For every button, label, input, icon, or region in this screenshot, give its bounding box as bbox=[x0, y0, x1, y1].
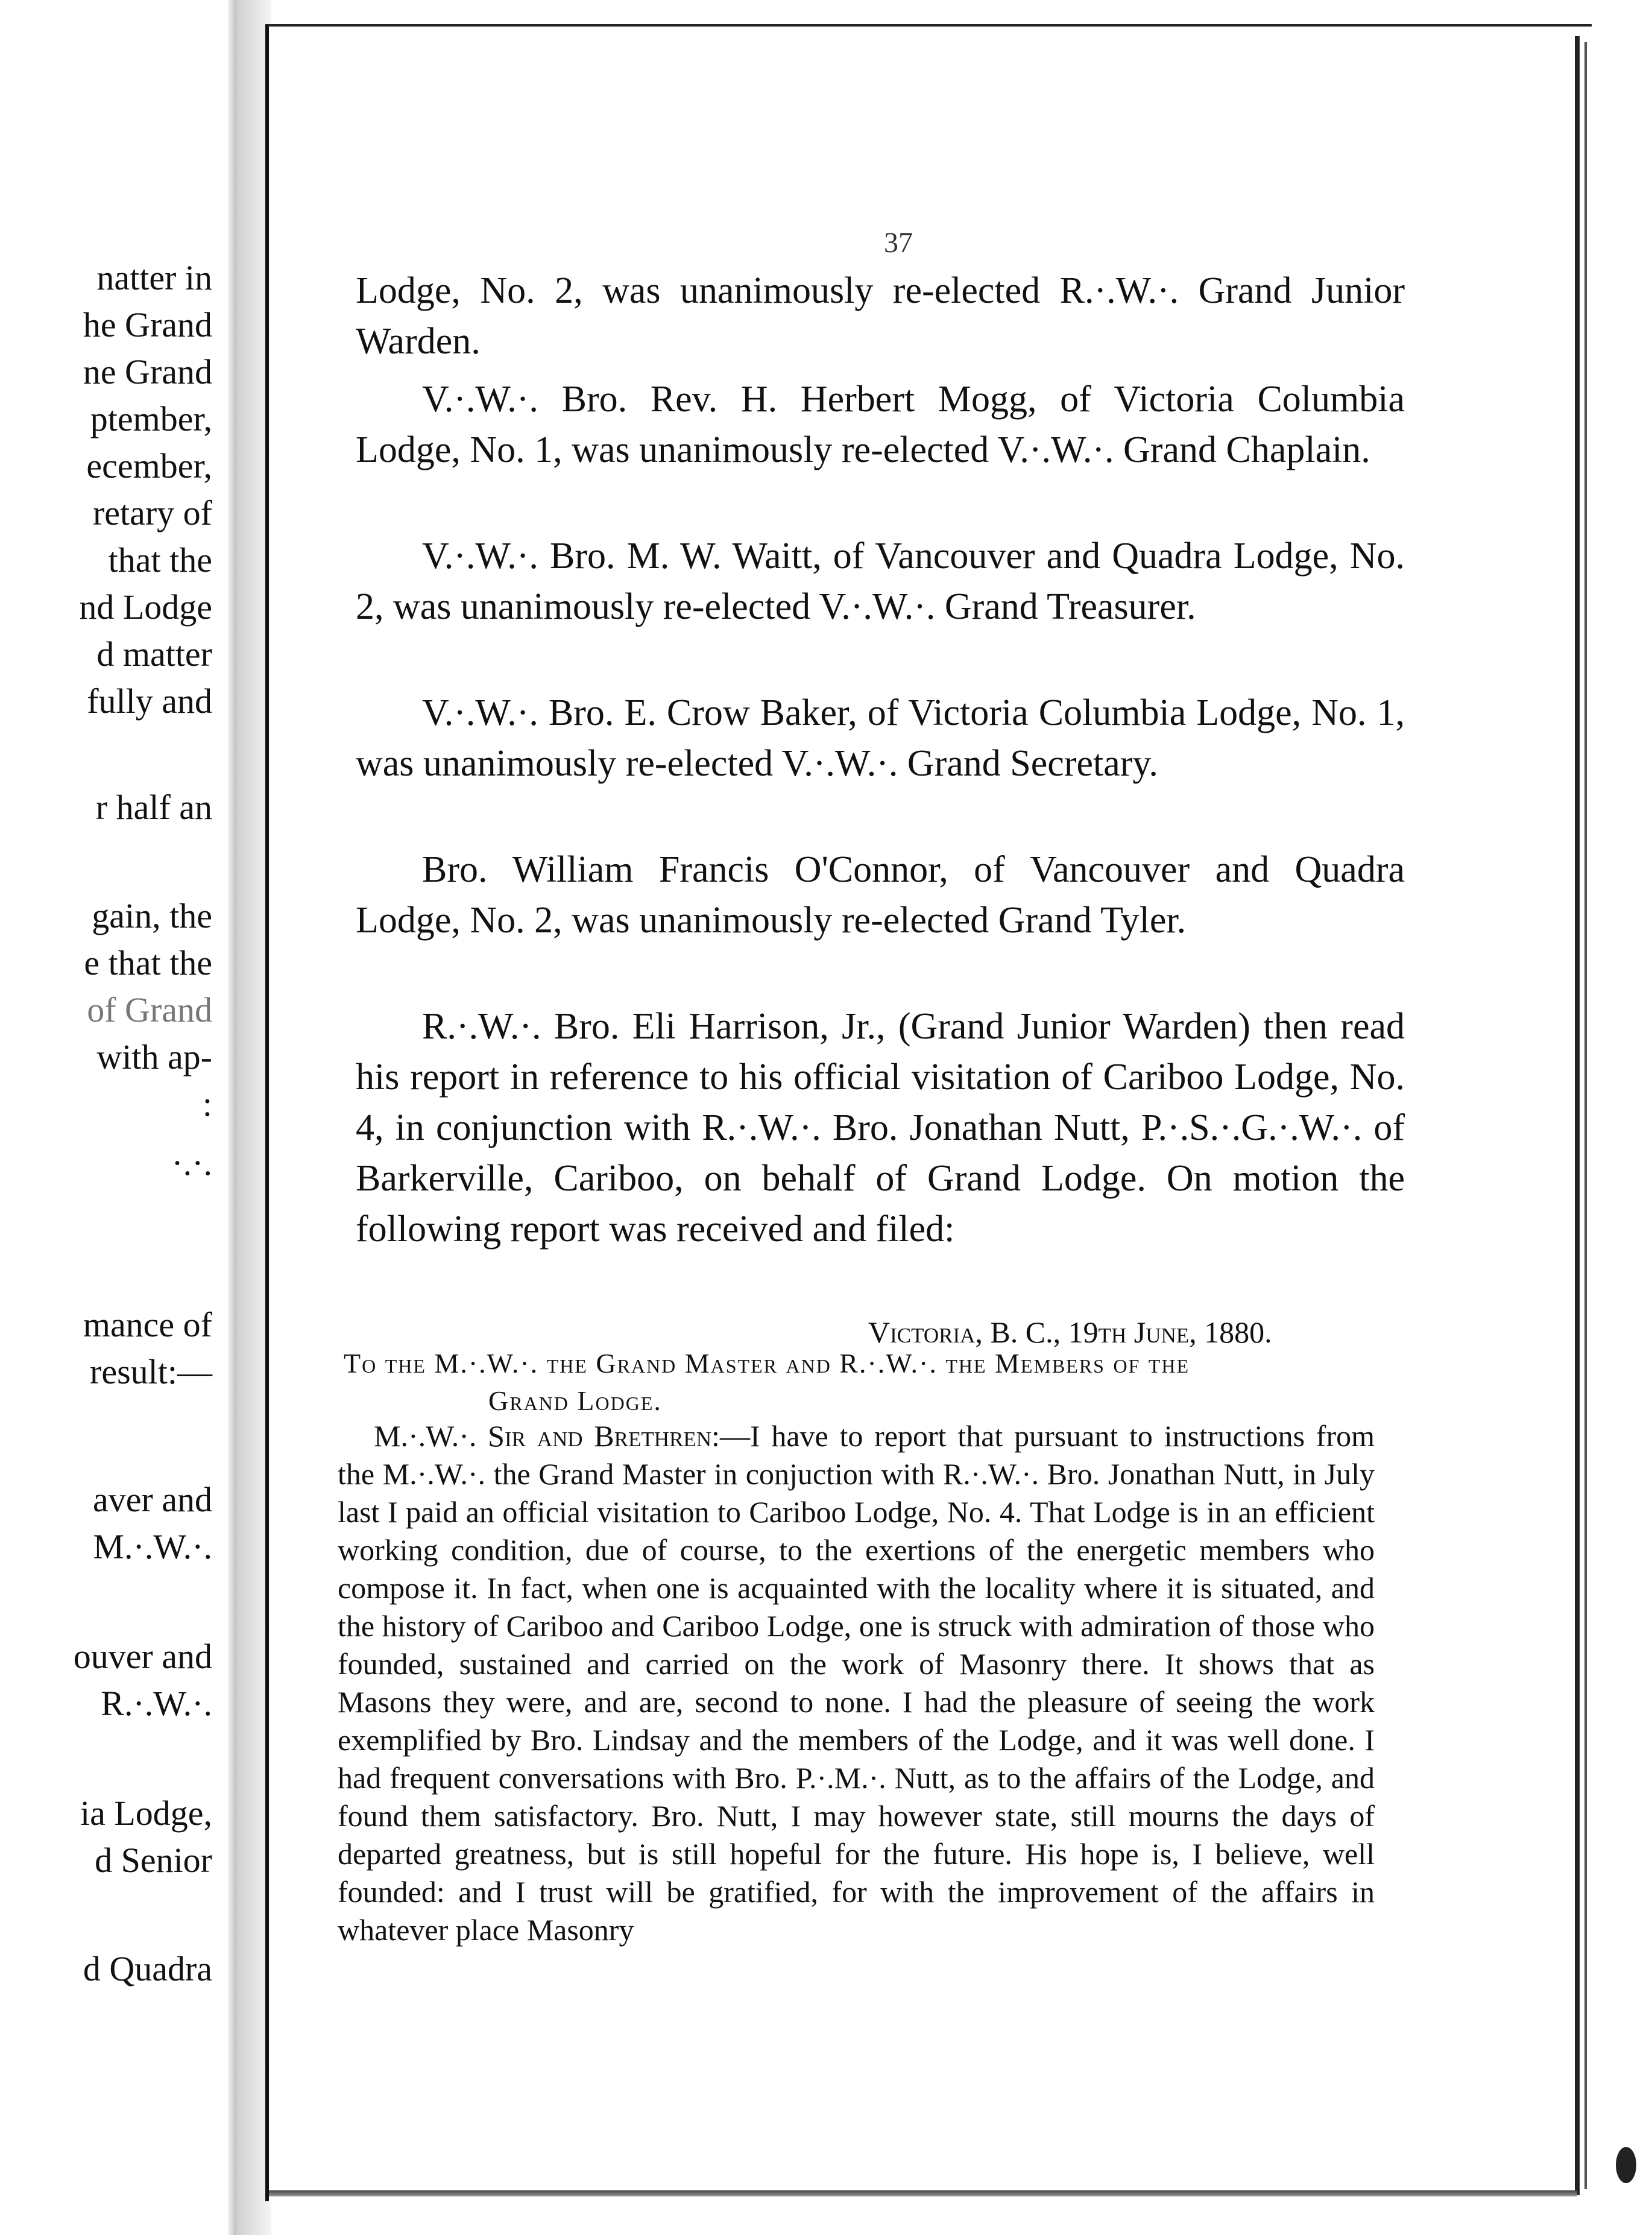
left-line: natter in bbox=[96, 258, 212, 297]
left-line: ptember, bbox=[90, 399, 212, 438]
salutation: M.·.W.·. Sir and Brethren: bbox=[374, 1419, 720, 1453]
paragraph bbox=[356, 374, 1405, 475]
left-line: fully and bbox=[87, 681, 212, 721]
left-line: ecember, bbox=[86, 446, 212, 485]
left-line: r half an bbox=[95, 788, 212, 827]
paragraph-text: Bro. William Francis O'Connor, of Vancouver and Quadra Lodge, No. 2, was unanimously re-elected Grand Tyler. bbox=[356, 849, 1405, 941]
left-facing-page bbox=[0, 0, 236, 2235]
left-line: d Senior bbox=[95, 1841, 212, 1880]
left-line: d matter bbox=[96, 634, 212, 674]
paragraph bbox=[356, 1001, 1405, 1254]
address-line: Grand Lodge. bbox=[488, 1385, 662, 1416]
left-line: d Quadra bbox=[83, 1949, 212, 1988]
page-edge bbox=[1584, 42, 1587, 2189]
page-edge-shadow bbox=[228, 0, 236, 2235]
report-address bbox=[344, 1345, 1393, 1420]
left-line: ia Lodge, bbox=[80, 1794, 212, 1833]
left-line: retary of bbox=[92, 493, 212, 533]
left-line: : bbox=[202, 1084, 212, 1124]
page-edge bbox=[1575, 36, 1580, 2195]
address-line: To the M.·.W.·. the Grand Master and R.·.W.·. the Members of the bbox=[344, 1348, 1190, 1379]
left-line: e that the bbox=[84, 943, 212, 982]
left-line: with ap- bbox=[96, 1037, 212, 1076]
left-line: M.·.W.·. bbox=[93, 1527, 212, 1566]
paragraph-text: R.·.W.·. Bro. Eli Harrison, Jr., (Grand Junior Warden) then read his report in reference to his official visitation of Cariboo Lodge, No. 4, in conjunction with R.·.W.·. Bro. Jonathan Nutt, P.·.S.·.G.·.W.·. of Barkerville, Cariboo, on behalf of Grand Lodge. On motion the following report was received and filed: bbox=[356, 1006, 1405, 1250]
page-number: 37 bbox=[884, 227, 913, 259]
paragraph-text: V.·.W.·. Bro. M. W. Waitt, of Vancouver and Quadra Lodge, No. 2, was unanimously re-elected V.·.W.·. Grand Treasurer. bbox=[356, 536, 1405, 627]
left-line: ·.·. bbox=[171, 1143, 212, 1183]
left-line: aver and bbox=[92, 1480, 212, 1519]
report-body bbox=[338, 1417, 1375, 1949]
left-line: mance of bbox=[83, 1305, 212, 1344]
left-line: he Grand bbox=[83, 305, 212, 344]
left-line: gain, the bbox=[92, 896, 212, 935]
report-text: —I have to report that pursuant to instructions from the M.·.W.·. the Grand Master in conjuction with R.·.W.·. Bro. Jonathan Nutt, in July last I paid an official visitation to Cariboo Lodge, No. 4. That Lodge is in an efficient working condition, due of course, to the exertions of the energetic members who compose it. In fact, when one is acquainted with the locality where it is situated, and the history of Cariboo and Cariboo Lodge, one is struck with admiration of those who founded, sustained and carried on the work of Masonry there. It shows that as Masons they were, and are, second to none. I had the pleasure of seeing the work exemplified by Bro. Lindsay and the members of the Lodge, and it was well done. I had frequent conversations with Bro. P.·.M.·. Nutt, as to the affairs of the Lodge, and found them satisfactory. Bro. Nutt, I may however state, still mourns the days of departed greatness, but is still hopeful for the future. His hope is, I believe, well founded: and I trust will be gratified, for with the improvement of the affairs in whatever place Masonry bbox=[338, 1419, 1375, 1947]
paragraph-text: Lodge, No. 2, was unanimously re-elected R.·.W.·. Grand Junior Warden. bbox=[356, 270, 1405, 362]
paragraph bbox=[356, 688, 1405, 789]
left-line: ouver and bbox=[73, 1637, 212, 1676]
paragraph bbox=[356, 265, 1405, 367]
left-line: of Grand bbox=[87, 990, 212, 1029]
paragraph bbox=[356, 531, 1405, 632]
left-line: nd Lodge bbox=[79, 587, 212, 627]
page-edge bbox=[269, 2190, 1577, 2196]
left-line: ne Grand bbox=[83, 352, 212, 391]
paragraph-text: V.·.W.·. Bro. E. Crow Baker, of Victoria Columbia Lodge, No. 1, was unanimously re-elected V.·.W.·. Grand Secretary. bbox=[356, 692, 1405, 784]
scan-mark bbox=[1616, 2147, 1636, 2183]
paragraph bbox=[356, 844, 1405, 946]
left-line: R.·.W.·. bbox=[101, 1684, 212, 1723]
left-line: result:— bbox=[90, 1352, 212, 1391]
left-line: that the bbox=[108, 540, 212, 580]
report-dateline: Victoria, B. C., 19th June, 1880. bbox=[868, 1315, 1272, 1349]
paragraph-text: V.·.W.·. Bro. Rev. H. Herbert Mogg, of Victoria Columbia Lodge, No. 1, was unanimously re-elected V.·.W.·. Grand Chaplain. bbox=[356, 379, 1405, 470]
